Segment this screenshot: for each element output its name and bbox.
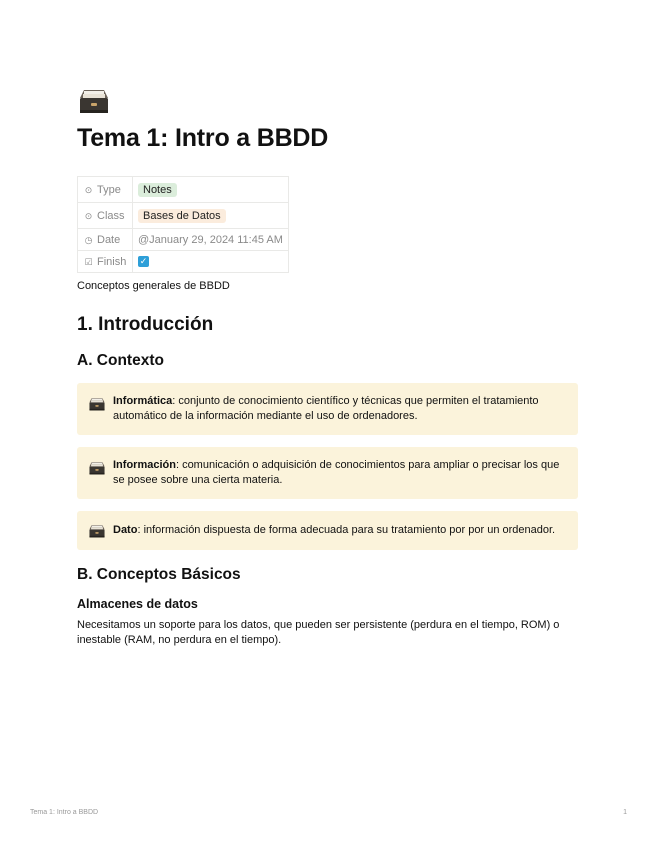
footer-title: Tema 1: Intro a BBDD: [30, 809, 99, 816]
callout-term: Información: [113, 459, 176, 471]
type-tag[interactable]: Notes: [138, 183, 177, 197]
properties-table: [77, 176, 289, 273]
callout-text: : conjunto de conocimiento científico y técnicas que permiten el tratamiento automático de la información mediante el uso de ordenadores.: [113, 395, 539, 422]
callout-text: : comunicación o adquisición de conocimientos para ampliar o precisar los que se posee sobre una cierta materia.: [113, 459, 560, 486]
heading-contexto: A. Contexto: [77, 352, 164, 369]
clock-icon: ◷: [84, 234, 93, 245]
property-key: Type: [97, 183, 121, 196]
paragraph-almacenes: Necesitamos un soporte para los datos, que pueden ser persistente (perdura en el tiempo, ROM) o inestable (RAM, no perdura en el tiempo).: [77, 619, 560, 646]
callout-informacion: [77, 447, 578, 499]
checkbox-icon: ☑: [84, 256, 93, 267]
page-title: Tema 1: Intro a BBDD: [77, 124, 329, 152]
callout-text: : información dispuesta de forma adecuada para su tratamiento por por un ordenador.: [137, 524, 556, 536]
card-file-box-icon: [88, 397, 106, 411]
property-row-type: [78, 177, 289, 203]
page-summary: Conceptos generales de BBDD: [77, 280, 230, 292]
property-key: Class: [97, 209, 125, 222]
heading-almacenes: Almacenes de datos: [77, 597, 198, 611]
property-key: Finish: [97, 255, 127, 268]
heading-introduccion: 1. Introducción: [77, 314, 214, 335]
callout-dato: [77, 511, 578, 550]
heading-conceptos-basicos: B. Conceptos Básicos: [77, 566, 241, 583]
callout-informatica: [77, 383, 578, 435]
class-tag[interactable]: Bases de Datos: [138, 209, 226, 223]
property-key: Date: [97, 233, 121, 246]
callout-term: Dato: [113, 524, 138, 536]
finish-checkbox[interactable]: ✓: [139, 256, 148, 267]
property-row-date: [78, 229, 289, 251]
card-file-box-icon: [78, 88, 110, 114]
property-row-class: [78, 203, 289, 229]
page-number: 1: [623, 809, 627, 816]
card-file-box-icon: [88, 461, 106, 475]
circle-dot-icon: ⊙: [84, 210, 93, 221]
property-row-finish: [78, 251, 289, 273]
card-file-box-icon: [88, 524, 106, 538]
date-value[interactable]: @January 29, 2024 11:45 AM: [138, 233, 283, 246]
circle-dot-icon: ⊙: [84, 184, 93, 195]
callout-term: Informática: [113, 395, 173, 407]
